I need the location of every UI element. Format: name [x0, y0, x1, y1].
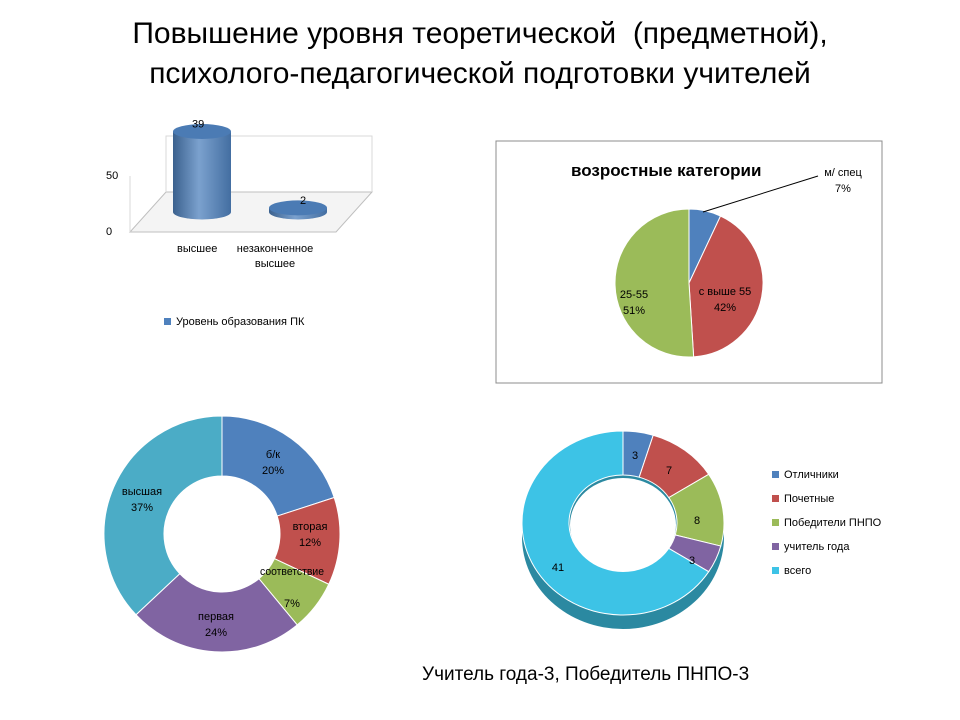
pie-slice-pct: 7%: [835, 183, 851, 195]
bar-data-label: 2: [300, 194, 307, 207]
donut-slice: [104, 416, 222, 615]
donut-hole: [570, 478, 676, 572]
pie-slice-label: м/ спец: [824, 167, 862, 179]
legend-swatch: [772, 543, 779, 550]
legend-label: Победители ПНПО: [784, 517, 882, 529]
age-pie-chart: [496, 141, 882, 383]
title-line-1: Повышение уровня теоретической (предметной),: [132, 17, 828, 50]
donut-value-label: 3: [688, 555, 696, 567]
donut-slice-pct: 20%: [261, 465, 285, 477]
donut-slice-label: вторая: [292, 521, 328, 533]
legend-label: учитель года: [784, 541, 850, 553]
donut-slice-pct: 12%: [298, 537, 322, 549]
donut-slice-label: высшая: [121, 486, 163, 498]
donut-slice-pct: 7%: [284, 598, 300, 610]
title-line-2: психолого-педагогической подготовки учителей: [149, 57, 811, 90]
awards-donut-chart: [522, 431, 882, 629]
x-category-label: высшее: [177, 243, 218, 255]
bar-cylinder: [173, 132, 231, 220]
donut-value-label: 7: [665, 465, 673, 477]
pie-slice-pct: 42%: [713, 302, 737, 314]
x-category-label: незаконченное высшее: [236, 243, 314, 270]
legend-label: Уровень образования ПК: [176, 316, 305, 328]
legend-swatch: [772, 495, 779, 502]
donut-value-label: 3: [631, 450, 639, 462]
legend-label: всего: [784, 565, 812, 577]
donut-slice-label: первая: [198, 611, 234, 623]
legend-swatch: [772, 567, 779, 574]
pie-title: возростные категории: [571, 161, 762, 180]
legend-swatch: [164, 318, 171, 325]
donut-value-label: 8: [693, 515, 701, 527]
legend-swatch: [772, 519, 779, 526]
bar-floor: [130, 192, 372, 232]
footer-note: Учитель года-3, Победитель ПНПО-3: [422, 664, 750, 685]
qualification-donut-chart: [104, 416, 340, 652]
pie-slice-label: 25-55: [619, 289, 649, 301]
y-tick-label: 0: [106, 226, 113, 238]
legend-label: Почетные: [784, 493, 835, 505]
bar-data-label: 39: [192, 118, 205, 131]
donut-slice-pct: 37%: [130, 502, 154, 514]
donut-slice-label: соответствие: [260, 566, 324, 578]
legend-swatch: [772, 471, 779, 478]
donut-slice-pct: 24%: [204, 627, 228, 639]
pie-slice-label: с выше 55: [698, 286, 752, 298]
donut-slice-label: б/к: [265, 449, 281, 461]
y-tick-label: 50: [106, 170, 119, 182]
donut-value-label: 41: [551, 562, 565, 574]
bar-cylinder-top: [269, 200, 327, 215]
education-bar-chart: [106, 119, 372, 328]
legend-label: Отличники: [784, 469, 839, 481]
pie-slice-pct: 51%: [622, 305, 646, 317]
